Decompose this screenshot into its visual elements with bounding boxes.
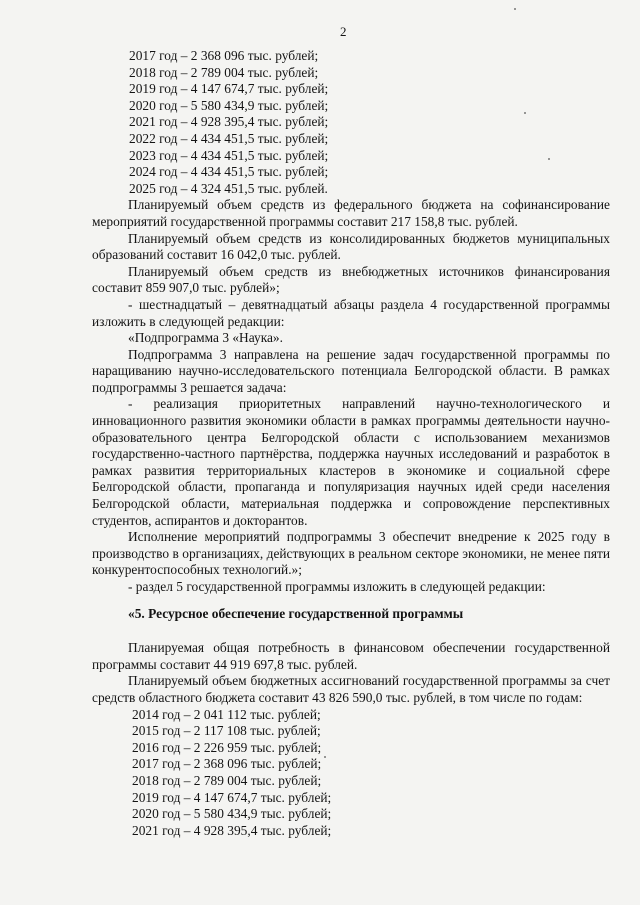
year-line: 2024 год – 4 434 451,5 тыс. рублей; [129, 164, 329, 180]
document-body [92, 48, 610, 839]
paragraph-federal-budget: Планируемый объем средств из федерального бюджета на софинансирование мероприятий государственной программы составит 217 158,8 тыс. рублей. [92, 197, 610, 229]
paragraph-amendment-section4: - шестнадцатый – девятнадцатый абзацы раздела 4 государственной программы изложить в следующей редакции: [92, 296, 610, 329]
year-line: 2019 год – 4 147 674,7 тыс. рублей; [129, 81, 329, 97]
year-line: 2014 год – 2 041 112 тыс. рублей; [132, 706, 321, 722]
year-line: 2025 год – 4 324 451,5 тыс. рублей. [129, 180, 328, 196]
paragraph-extrabudgetary: Планируемый объем средств из внебюджетных источников финансирования составит 859 907,0 тыс. рублей»; [92, 263, 610, 296]
paragraph-subprogram-task: - реализация приоритетных направлений научно-технологического и инновационного развития экономики области в рамках программы деятельности научно-образовательного центра Белгородской области с использованием механизмов государственно-частного партнёрства, поддержка научных исследований и разработок в рамках развития территориальных кластеров в экономике и социальной сфере Белгородской области, пропаганда и популяризация научных идей среди населения Белгородской области, материальная поддержка и сопровождение перспективных студентов, аспирантов и докторантов. [92, 396, 610, 528]
paragraph-municipal-budget: Планируемый объем средств из консолидированных бюджетов муниципальных образований составит 16 042,0 тыс. рублей. [92, 230, 610, 263]
scan-speck [324, 756, 326, 758]
page-number: 2 [340, 24, 347, 39]
year-line: 2021 год – 4 928 395,4 тыс. рублей; [132, 822, 332, 838]
year-line: 2017 год – 2 368 096 тыс. рублей; [132, 756, 322, 772]
year-line: 2016 год – 2 226 959 тыс. рублей; [132, 739, 322, 755]
year-line: 2023 год – 4 434 451,5 тыс. рублей; [129, 147, 329, 163]
scan-speck [514, 8, 516, 10]
paragraph-subprogram-goal: Подпрограмма 3 направлена на решение задач государственной программы по наращиванию научно-исследовательского потенциала Белгородской области. В рамках подпрограммы 3 решается задача: [92, 346, 610, 395]
year-line: 2018 год – 2 789 004 тыс. рублей; [132, 772, 322, 788]
section-heading: «5. Ресурсное обеспечение государственной программы [128, 605, 464, 621]
scan-speck [548, 158, 550, 160]
year-line: 2018 год – 2 789 004 тыс. рублей; [129, 64, 319, 80]
year-line: 2020 год – 5 580 434,9 тыс. рублей; [132, 806, 332, 822]
year-line: 2021 год – 4 928 395,4 тыс. рублей; [129, 114, 329, 130]
year-line: 2019 год – 4 147 674,7 тыс. рублей; [132, 789, 332, 805]
paragraph-regional-budget: Планируемый объем бюджетных ассигнований государственной программы за счет средств областного бюджета составит 43 826 590,0 тыс. рублей, в том числе по годам: [92, 673, 610, 705]
year-line: 2015 год – 2 117 108 тыс. рублей; [132, 723, 321, 739]
paragraph-subprogram-title: «Подпрограмма 3 «Наука». [128, 330, 283, 346]
scan-speck [524, 112, 526, 114]
year-line: 2020 год – 5 580 434,9 тыс. рублей; [129, 97, 329, 113]
paragraph-subprogram-result: Исполнение мероприятий подпрограммы 3 обеспечит внедрение к 2025 году в производство в организациях, действующих в реальном секторе экономики, не менее пяти конкурентоспособных технологий.»; [92, 529, 610, 578]
years-list-1 [92, 48, 610, 197]
years-list-2 [92, 707, 610, 840]
paragraph-amendment-section5: - раздел 5 государственной программы изложить в следующей редакции: [128, 579, 546, 594]
paragraph-total-need: Планируемая общая потребность в финансовом обеспечении государственной программы составит 44 919 697,8 тыс. рублей. [92, 640, 610, 672]
year-line: 2017 год – 2 368 096 тыс. рублей; [129, 48, 319, 63]
year-line: 2022 год – 4 434 451,5 тыс. рублей; [129, 130, 329, 146]
